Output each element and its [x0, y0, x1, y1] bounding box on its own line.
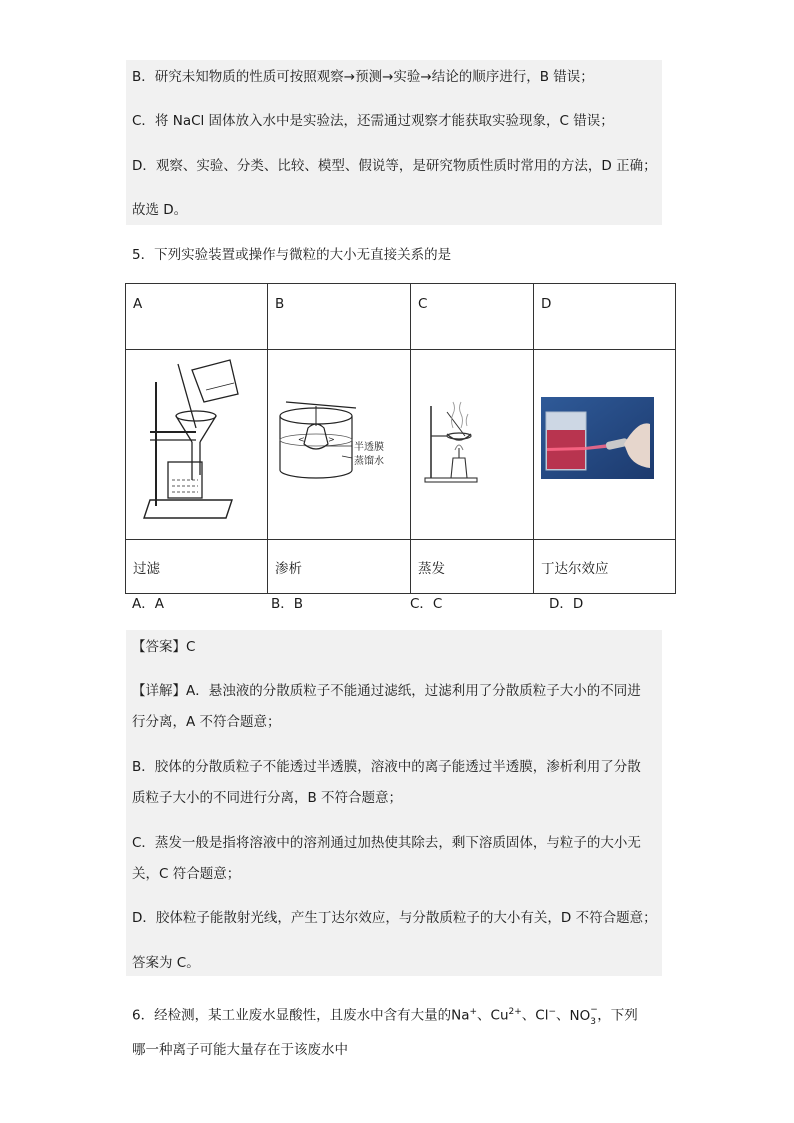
- text-line: B．胶体的分散质粒子不能透过半透膜，溶液中的离子能透过半透膜，渗析利用了分散: [132, 759, 641, 775]
- choice-c[interactable]: C．C: [410, 596, 443, 612]
- text-line: D．观察、实验、分类、比较、模型、假说等，是研究物质性质时常用的方法，D 正确；: [132, 158, 657, 174]
- text-line: C．将 NaCl 固体放入水中是实验法，还需通过观察才能获取实验现象，C 错误；: [132, 113, 614, 129]
- svg-text:<: <: [298, 435, 305, 444]
- water-label: 蒸馏水: [354, 456, 384, 467]
- filtration-apparatus-icon: [126, 350, 267, 539]
- dialysis-diagram-cell: [268, 350, 411, 540]
- table-header-c: C: [411, 284, 534, 350]
- text-line: 关，C 符合题意；: [132, 866, 241, 882]
- filtration-diagram-cell: [126, 350, 268, 540]
- table-header-b: B: [268, 284, 411, 350]
- options-table: [125, 283, 676, 594]
- option-b-name: 渗析: [268, 540, 411, 594]
- text-line: 故选 D。: [132, 202, 188, 218]
- option-c-name: 蒸发: [411, 540, 534, 594]
- question-6-suffix: ，下列: [597, 1007, 638, 1024]
- ion-no3-subscript: 3: [590, 1016, 596, 1027]
- ion-na: Na: [451, 1007, 470, 1024]
- choice-a[interactable]: A．A: [132, 596, 164, 612]
- separator: 、: [521, 1007, 536, 1024]
- separator: 、: [556, 1007, 570, 1024]
- evaporation-apparatus-icon: [411, 350, 533, 539]
- question-6-line-1: [132, 1002, 638, 1026]
- text-line: C．蒸发一般是指将溶液中的溶剂通过加热使其除去，剩下溶质固体，与粒子的大小无: [132, 835, 641, 851]
- evaporation-diagram-cell: [411, 350, 534, 540]
- ion-cu: Cu: [490, 1007, 509, 1024]
- ion-cl: Cl: [535, 1007, 549, 1024]
- text-line: 【详解】A．悬浊液的分散质粒子不能通过滤纸，过滤利用了分散质粒子大小的不同进: [132, 683, 641, 699]
- separator: 、: [477, 1007, 491, 1024]
- ion-no3: [570, 1006, 598, 1026]
- choice-b[interactable]: B．B: [271, 596, 304, 612]
- text-line: 质粒子大小的不同进行分离，B 不符合题意；: [132, 790, 403, 806]
- tyndall-photo-cell: [534, 350, 676, 540]
- question-6-line-2: 哪一种离子可能大量存在于该废水中: [132, 1042, 348, 1058]
- question-5-stem: 5．下列实验装置或操作与微粒的大小无直接关系的是: [132, 247, 452, 263]
- option-d-name: 丁达尔效应: [534, 540, 676, 594]
- text-line: D．胶体粒子能散射光线，产生丁达尔效应，与分散质粒子的大小有关，D 不符合题意；: [132, 910, 657, 926]
- choice-d[interactable]: D．D: [549, 596, 584, 612]
- tyndall-photo-icon: [534, 350, 675, 539]
- ion-no3-symbol: NO: [569, 1007, 591, 1024]
- dialysis-apparatus-icon: [268, 350, 410, 539]
- membrane-label: 半透膜: [354, 442, 384, 453]
- text-line: B．研究未知物质的性质可按照观察→预测→实验→结论的顺序进行，B 错误；: [132, 69, 594, 85]
- table-header-d: D: [534, 284, 676, 350]
- svg-text:>: >: [328, 435, 335, 444]
- ion-cl-charge: −: [548, 1007, 557, 1017]
- ion-no3-charge: −: [590, 1004, 598, 1015]
- table-header-a: A: [126, 284, 268, 350]
- ion-cu-charge: 2+: [508, 1007, 522, 1017]
- answer-label: 【答案】C: [132, 639, 196, 655]
- option-a-name: 过滤: [126, 540, 268, 594]
- question-6-prefix: 6．经检测，某工业废水显酸性，且废水中含有大量的: [132, 1007, 452, 1024]
- ion-na-charge: +: [469, 1007, 478, 1017]
- text-line: 行分离，A 不符合题意；: [132, 714, 281, 730]
- text-line: 答案为 C。: [132, 955, 200, 971]
